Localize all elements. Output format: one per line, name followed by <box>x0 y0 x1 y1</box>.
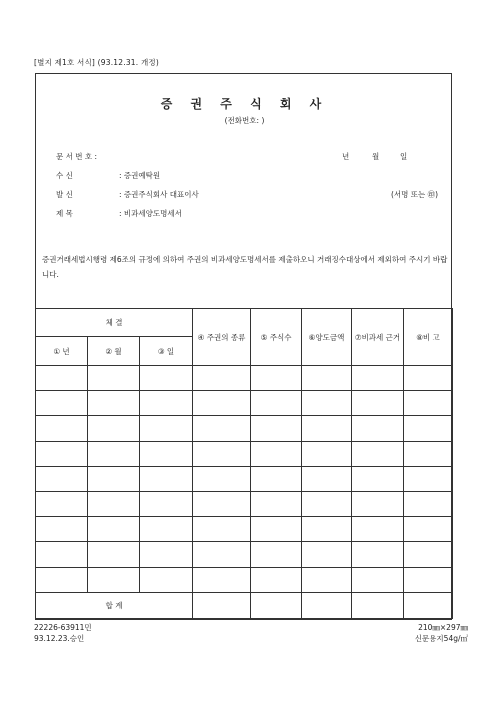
table-cell <box>88 491 140 516</box>
table-cell <box>36 542 88 567</box>
form-label: [별지 제1호 서식] (93.12.31. 개정) <box>34 58 159 67</box>
table-cell <box>404 391 453 416</box>
table-cell <box>88 567 140 592</box>
table-cell <box>352 542 404 567</box>
table-cell <box>302 466 352 491</box>
signature-note: (서명 또는 ㊞) <box>391 190 439 199</box>
day-header: ③ 일 <box>140 337 193 366</box>
table-cell <box>36 491 88 516</box>
table-cell <box>352 466 404 491</box>
body-text: 증권거래세법시행령 제6조의 규정에 의하여 주권의 비과세양도명세서를 제출하오니 거래징수대상에서 제외하여 주시기 바랍니다. <box>42 255 448 279</box>
table-row <box>36 466 453 491</box>
table-body <box>36 366 453 593</box>
table-cell <box>251 366 302 391</box>
date-month: 월 <box>372 152 380 161</box>
table-cell <box>140 567 193 592</box>
table-cell <box>251 491 302 516</box>
table-cell <box>352 391 404 416</box>
tax-exempt-header: ⑦비과세 근거 <box>352 309 404 366</box>
table-cell <box>140 466 193 491</box>
table-cell <box>88 366 140 391</box>
table-cell <box>302 517 352 542</box>
table-cell <box>404 517 453 542</box>
table-cell <box>88 441 140 466</box>
table-cell <box>352 592 404 618</box>
table-cell <box>251 542 302 567</box>
table-cell <box>140 517 193 542</box>
table-cell <box>36 416 88 441</box>
table-cell <box>404 491 453 516</box>
shares-header: ⑤ 주식수 <box>251 309 302 366</box>
remarks-header: ⑧비 고 <box>404 309 453 366</box>
table-cell <box>140 366 193 391</box>
table-cell <box>352 416 404 441</box>
table-cell <box>140 491 193 516</box>
table-cell <box>302 441 352 466</box>
table-row <box>36 542 453 567</box>
table-cell <box>88 517 140 542</box>
table-cell <box>251 416 302 441</box>
table-cell <box>404 441 453 466</box>
table-cell <box>140 391 193 416</box>
table-cell <box>251 517 302 542</box>
subject-label: 제 목 <box>56 209 73 218</box>
table-cell <box>352 441 404 466</box>
table-cell <box>88 542 140 567</box>
table-cell <box>352 366 404 391</box>
table-cell <box>251 592 302 618</box>
table-cell <box>302 491 352 516</box>
table-cell <box>193 567 251 592</box>
footer-right <box>415 622 468 644</box>
table-cell <box>36 441 88 466</box>
table-row <box>36 567 453 592</box>
table-cell <box>302 391 352 416</box>
doc-number-label: 문 서 번 호 : <box>56 152 98 161</box>
table-cell <box>193 391 251 416</box>
table-cell <box>302 567 352 592</box>
settlement-header: 체 결 <box>36 309 193 337</box>
table-row <box>36 441 453 466</box>
phone-field: (전화번호: ) <box>224 116 265 125</box>
table-row <box>36 416 453 441</box>
table-cell <box>193 517 251 542</box>
table-cell <box>36 567 88 592</box>
table-cell <box>193 416 251 441</box>
table-cell <box>193 366 251 391</box>
recipient-label: 수 신 <box>56 171 73 180</box>
table-cell <box>193 466 251 491</box>
paper-type: 신문용지54g/㎡ <box>414 634 468 643</box>
table-cell <box>352 517 404 542</box>
table-cell <box>193 542 251 567</box>
table-cell <box>36 366 88 391</box>
table-cell <box>251 466 302 491</box>
table-row <box>36 391 453 416</box>
paper-size: 210㎜×297㎜ <box>418 623 468 632</box>
sender-value: : 증권주식회사 대표이사 <box>119 190 199 199</box>
table-cell <box>251 441 302 466</box>
table-cell <box>302 592 352 618</box>
table-cell <box>140 542 193 567</box>
page-title: 증 권 주 식 회 사 <box>160 97 329 111</box>
subject-value: : 비과세양도명세서 <box>119 209 182 218</box>
form-frame <box>35 73 452 620</box>
table-cell <box>404 542 453 567</box>
table-cell <box>88 416 140 441</box>
table-cell <box>140 416 193 441</box>
year-header: ① 년 <box>36 337 88 366</box>
table-cell <box>140 441 193 466</box>
table-row <box>36 366 453 391</box>
table-cell <box>251 567 302 592</box>
table-cell <box>352 567 404 592</box>
month-header: ② 월 <box>88 337 140 366</box>
table-cell <box>36 391 88 416</box>
stock-type-header: ④ 주권의 종류 <box>193 309 251 366</box>
table-cell <box>404 366 453 391</box>
table-cell <box>193 491 251 516</box>
approval-date: 93.12.23.승인 <box>34 634 85 643</box>
table-row <box>36 491 453 516</box>
table-cell <box>251 391 302 416</box>
table-row <box>36 517 453 542</box>
amount-header: ⑥양도금액 <box>302 309 352 366</box>
footer-left <box>34 622 92 644</box>
detail-table <box>35 308 453 619</box>
recipient-value: : 증권예탁원 <box>119 171 161 180</box>
table-cell <box>404 592 453 618</box>
table-cell <box>404 416 453 441</box>
table-cell <box>88 391 140 416</box>
table-cell <box>352 491 404 516</box>
table-cell <box>36 466 88 491</box>
sender-label: 발 신 <box>56 190 73 199</box>
table-cell <box>36 517 88 542</box>
date-year: 년 <box>342 152 350 161</box>
table-cell <box>302 416 352 441</box>
total-label: 합 계 <box>36 592 193 618</box>
table-cell <box>302 542 352 567</box>
form-code: 22226-63911민 <box>34 623 92 632</box>
date-day: 일 <box>400 152 408 161</box>
table-cell <box>193 441 251 466</box>
table-cell <box>302 366 352 391</box>
table-cell <box>404 567 453 592</box>
table-cell <box>193 592 251 618</box>
table-cell <box>88 466 140 491</box>
table-cell <box>404 466 453 491</box>
